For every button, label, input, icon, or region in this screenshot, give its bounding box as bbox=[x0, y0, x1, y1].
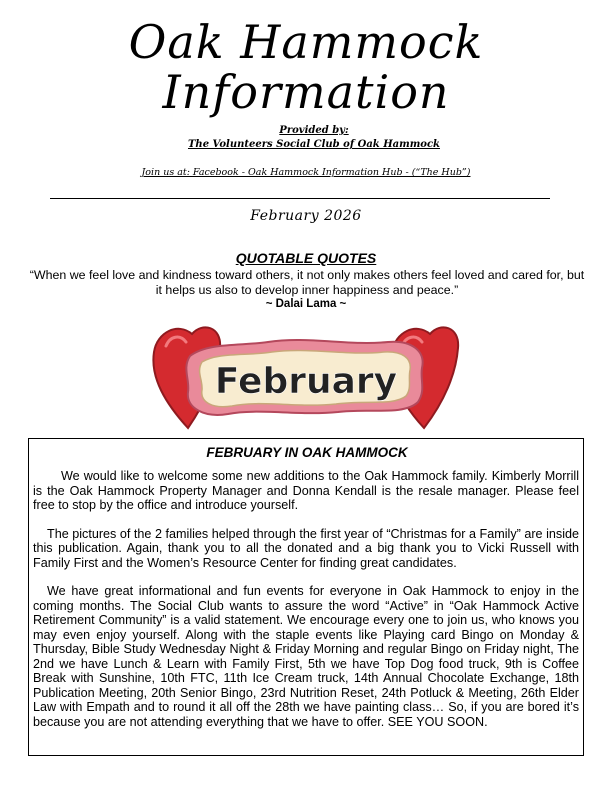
provided-by: Provided by: bbox=[279, 125, 349, 136]
article-box bbox=[28, 438, 584, 756]
club-name: The Volunteers Social Club of Oak Hammock bbox=[187, 139, 440, 150]
quote-author: ~ Dalai Lama ~ bbox=[265, 298, 347, 310]
quotes-heading: QUOTABLE QUOTES bbox=[235, 250, 377, 266]
header-divider bbox=[50, 198, 550, 199]
quote-text: “When we feel love and kindness toward others, it not only makes others feel loved and cared for, but it helps us also to develop inner happiness and peace.” bbox=[29, 268, 585, 297]
banner-text: February bbox=[214, 361, 398, 402]
article-heading: FEBRUARY IN OAK HAMMOCK bbox=[206, 445, 408, 460]
article-paragraph-1: We would like to welcome some new additions to the Oak Hammock family. Kimberly Morrill is the Oak Hammock Property Manager and Donna Kendall is the resale manager. Please feel free to stop by the office and introduce yourself. bbox=[33, 469, 579, 512]
article-paragraph-2: The pictures of the 2 families helped through the first year of “Christmas for a Family” are inside this publication. Again, thank you to all the donated and a big thank you to Vicki Russell with Family First and the Women’s Resource Center for finding great candidates. bbox=[33, 526, 579, 570]
issue-date: February 2026 bbox=[250, 208, 362, 224]
article-body bbox=[33, 469, 579, 743]
facebook-join-line: Join us at: Facebook - Oak Hammock Information Hub - (“The Hub”) bbox=[141, 167, 471, 178]
title-line-2: Information bbox=[162, 65, 450, 119]
article-paragraph-3: We have great informational and fun events for everyone in Oak Hammock to enjoy in the coming months. The Social Club wants to assure the word “Active” in “Oak Hammock Active Retirement Community” is a valid statement. We encourage every one to join us, who knows you may even enjoy yourself. Along with the staple events like Playing card Bingo on Monday & Thursday, Bible Study Wednesday Night & Friday Morning and regular Bingo on Friday night, The 2nd we have Lunch & Learn with Family First, 5th we have Top Dog food truck, 9th is Coffee Break with Sunshine, 10th FTC, 11th Ice Cream truck, 14th Annual Chocolate Exchange, 18th Publication Meeting, 20th Senior Bingo, 23rd Nutrition Reset, 24th Potluck & Meeting, 26th Elder Law with Empath and to round it all off the 28th we have painting class… So, if you are bored it’s because you are not attending everything that we have to offer. SEE YOU SOON. bbox=[33, 584, 579, 729]
title-line-1: Oak Hammock bbox=[128, 15, 484, 69]
february-banner bbox=[148, 316, 464, 432]
